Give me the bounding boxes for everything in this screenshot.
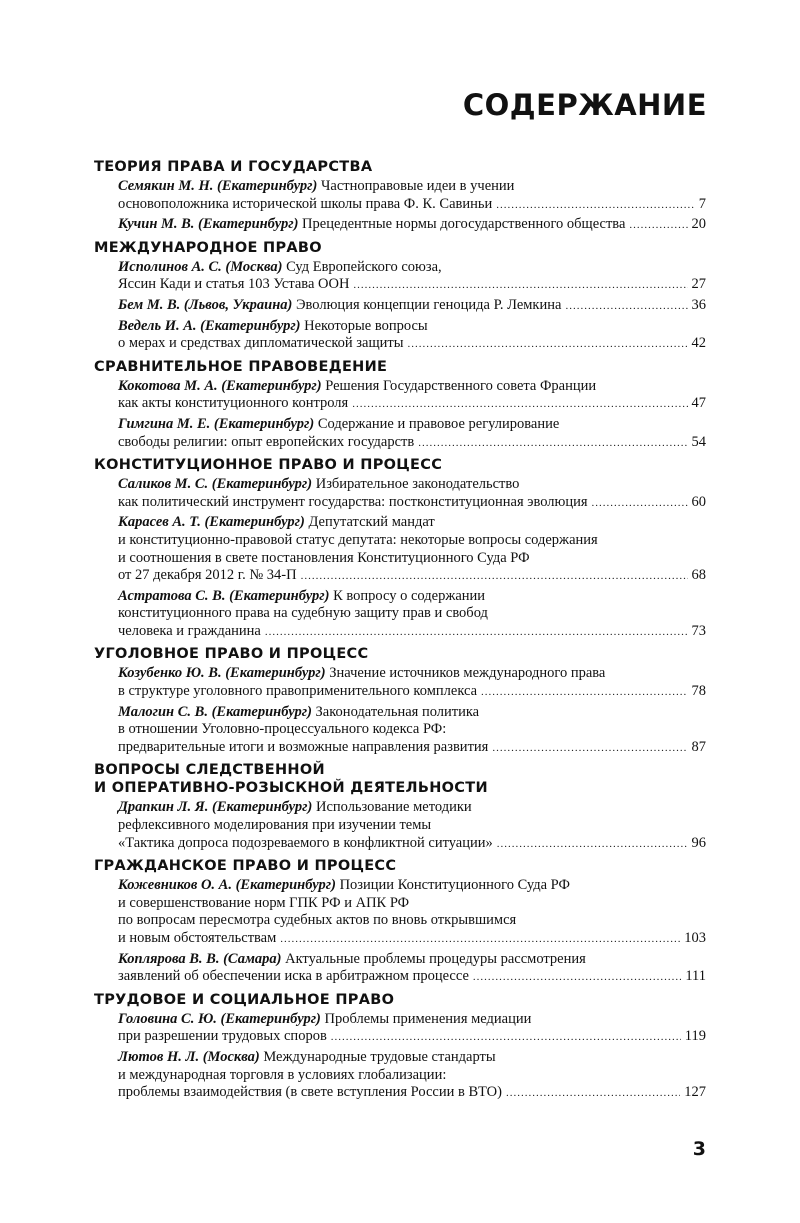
entry-title-text: Суд Европейского союза, (286, 258, 442, 275)
entry-line (118, 835, 706, 854)
entry-title-text: рефлексивного моделирования при изучении темы (118, 817, 432, 834)
section-title (94, 857, 706, 875)
entry-title-text: при разрешении трудовых споров (118, 1028, 327, 1045)
entry-author: Козубенко Ю. В. (Екатеринбург) (118, 665, 326, 682)
entry-page-number: 119 (684, 1028, 706, 1045)
entry-text-line (118, 335, 403, 353)
toc-entry[interactable] (94, 318, 706, 354)
toc-section (94, 857, 706, 987)
entry-page-number: 54 (691, 433, 706, 450)
entry-title-text: Проблемы применения медиации (324, 1010, 532, 1027)
section-title (94, 358, 706, 376)
entry-title-text: конституционного права на судебную защиту прав и свобод (118, 605, 488, 622)
entry-text-line (118, 1067, 446, 1083)
toc-entry[interactable] (94, 799, 706, 853)
entry-page-number: 42 (691, 335, 706, 352)
entry-text-line (118, 665, 605, 681)
entry-line (118, 494, 706, 513)
entry-line (118, 259, 706, 277)
toc-entry[interactable] (94, 951, 706, 987)
toc-entry[interactable] (94, 1049, 706, 1103)
entry-text-line (118, 1084, 502, 1102)
entry-text-line (118, 514, 435, 530)
entry-line (118, 721, 706, 739)
entry-author: Кучин М. В. (Екатеринбург) (118, 216, 299, 233)
entry-text-line (118, 835, 493, 853)
entry-author: Бем М. В. (Львов, Украина) (118, 296, 293, 313)
entry-line (118, 877, 706, 895)
entry-page-number: 73 (691, 622, 706, 639)
dot-leader (506, 1085, 680, 1103)
entry-line (118, 276, 706, 295)
entry-title-text: свободы религии: опыт европейских государств (118, 433, 415, 450)
entry-text-line (118, 567, 297, 585)
entry-author: Семякин М. Н. (Екатеринбург) (118, 178, 318, 194)
entry-title-text: и новым обстоятельствам (118, 930, 277, 946)
entry-text-line (118, 968, 469, 986)
entry-line (118, 476, 706, 494)
entry-title-text: Значение источников международного права (329, 665, 606, 682)
entry-page-number: 127 (684, 1084, 706, 1101)
section-title-line: КОНСТИТУЦИОННОЕ ПРАВО И ПРОЦЕСС (94, 457, 443, 474)
section-title (94, 761, 706, 797)
toc-entry[interactable] (94, 297, 706, 316)
entry-text-line (118, 877, 570, 893)
entry-author: Саликов М. С. (Екатеринбург) (118, 476, 313, 493)
entry-page-number: 36 (691, 296, 706, 313)
entry-title-text: Содержание и правовое регулирование (317, 415, 560, 432)
entry-text-line (118, 196, 492, 214)
entry-text-line (118, 494, 588, 512)
section-title (94, 991, 706, 1009)
entry-line (118, 1049, 706, 1067)
entry-title-text: Избирательное законодательство (315, 476, 520, 493)
entry-page-number: 68 (691, 567, 706, 584)
entry-line (118, 395, 706, 414)
entry-line (118, 683, 706, 702)
dot-leader (492, 740, 687, 758)
entry-page-number: 47 (691, 395, 706, 412)
dot-leader (592, 495, 688, 513)
entry-text-line (118, 721, 446, 737)
entry-text-line (118, 178, 514, 194)
entry-title-text: и соотношения в свете постановления Конституционного Суда РФ (118, 549, 530, 566)
entry-line (118, 912, 706, 930)
entry-author: Драпкин Л. Я. (Екатеринбург) (118, 799, 313, 816)
entry-text-line (118, 930, 276, 948)
entry-text-line (118, 912, 516, 928)
toc-entry[interactable] (94, 704, 706, 758)
entry-line (118, 434, 706, 453)
entry-text-line (118, 476, 519, 492)
entry-text-line (118, 895, 409, 911)
entry-text-line (118, 623, 261, 641)
entry-title-text: в структуре уголовного правоприменительного комплекса (118, 683, 478, 700)
entry-title-text: Законодательная политика (315, 703, 480, 720)
entry-text-line (118, 817, 431, 833)
section-title-line: УГОЛОВНОЕ ПРАВО И ПРОЦЕСС (94, 646, 369, 663)
entry-text-line (118, 434, 414, 452)
entry-line (118, 968, 706, 987)
entry-page-number: 111 (685, 968, 706, 985)
entry-author: Гимгина М. Е. (Екатеринбург) (118, 415, 315, 432)
entry-author: Астратова С. В. (Екатеринбург) (118, 587, 330, 604)
page-title: СОДЕРЖАНИЕ (462, 88, 707, 122)
entry-author: Головина С. Ю. (Екатеринбург) (118, 1010, 321, 1027)
entry-line (118, 1011, 706, 1029)
entry-author: Исполинов А. С. (Москва) (118, 258, 283, 275)
entry-line (118, 514, 706, 532)
entry-line (118, 930, 706, 949)
dot-leader (629, 217, 687, 235)
entry-line (118, 1084, 706, 1103)
dot-leader (353, 277, 687, 295)
entry-page-number: 78 (691, 683, 706, 700)
toc-entry[interactable] (94, 259, 706, 295)
entry-title-text: и конституционно-правовой статус депутата: некоторые вопросы содержания (118, 531, 598, 548)
section-title-line: ТЕОРИЯ ПРАВА И ГОСУДАРСТВА (94, 159, 373, 175)
entry-title-text: Эволюция концепции геноцида Р. Лемкина (295, 296, 562, 313)
entry-title-text: и международная торговля в условиях глобализации: (118, 1066, 447, 1083)
dot-leader (280, 931, 680, 949)
entry-text-line (118, 532, 598, 548)
section-title-line: ГРАЖДАНСКОЕ ПРАВО И ПРОЦЕСС (94, 858, 397, 875)
entry-title-text: о мерах и средствах дипломатической защиты (118, 335, 404, 352)
entry-line (118, 623, 706, 642)
entry-line (118, 178, 706, 196)
toc-entry[interactable] (94, 216, 706, 235)
entry-author: Кокотова М. А. (Екатеринбург) (118, 377, 322, 394)
entry-text-line (118, 739, 488, 757)
toc-section (94, 645, 706, 757)
toc-section (94, 456, 706, 641)
entry-line (118, 704, 706, 722)
entry-title-text: в отношении Уголовно-процессуального кодекса РФ: (118, 721, 447, 738)
toc-section (94, 761, 706, 853)
entry-title-text: как акты конституционного контроля (118, 395, 349, 412)
entry-text-line (118, 1049, 496, 1065)
entry-text-line (118, 550, 530, 566)
entry-text-line (118, 683, 477, 701)
section-title-line: СРАВНИТЕЛЬНОЕ ПРАВОВЕДЕНИЕ (94, 358, 388, 375)
entry-page-number: 7 (698, 195, 706, 212)
entry-text-line (118, 1011, 531, 1027)
toc-entry[interactable] (94, 178, 706, 214)
entry-title-text: Прецедентные нормы догосударственного общества (302, 216, 626, 233)
entry-title-text: заявлений об обеспечении иска в арбитражном процессе (118, 968, 469, 985)
entry-line (118, 605, 706, 623)
dot-leader (497, 836, 688, 854)
toc-section (94, 991, 706, 1103)
entry-line (118, 550, 706, 568)
entry-author: Ведель И. А. (Екатеринбург) (118, 317, 301, 334)
dot-leader (407, 336, 687, 354)
section-title-line: ВОПРОСЫ СЛЕДСТВЕННОЙ (94, 762, 325, 779)
entry-text-line (118, 416, 559, 432)
entry-title-text: от 27 декабря 2012 г. № 34-П (118, 567, 297, 584)
entry-line (118, 335, 706, 354)
entry-title-text: Частноправовые идеи в учении (320, 178, 515, 194)
section-title (94, 456, 706, 474)
entry-line (118, 216, 706, 235)
entry-line (118, 378, 706, 396)
entry-line (118, 817, 706, 835)
entry-page-number: 96 (691, 834, 706, 851)
entry-line (118, 799, 706, 817)
entry-title-text: проблемы взаимодействия (в свете вступления России в ВТО) (118, 1084, 502, 1101)
entry-text-line (118, 259, 442, 275)
dot-leader (301, 568, 688, 586)
section-title-line: И ОПЕРАТИВНО-РОЗЫСКНОЙ ДЕЯТЕЛЬНОСТИ (94, 780, 488, 797)
entry-title-text: Использование методики (315, 799, 472, 816)
entry-text-line (118, 395, 348, 413)
entry-line (118, 196, 706, 215)
section-title-line: ТРУДОВОЕ И СОЦИАЛЬНОЕ ПРАВО (94, 991, 395, 1008)
entry-page-number: 87 (691, 738, 706, 755)
entry-title-text: Актуальные проблемы процедуры рассмотрения (285, 950, 586, 967)
toc-entry[interactable] (94, 416, 706, 452)
toc-entry[interactable] (94, 476, 706, 512)
entry-line (118, 318, 706, 336)
entry-text-line (118, 799, 472, 815)
entry-title-text: как политический инструмент государства: постконституционная эволюция (118, 493, 588, 510)
dot-leader (331, 1029, 681, 1047)
toc-entry[interactable] (94, 514, 706, 585)
entry-title-text: предварительные итоги и возможные направления развития (118, 738, 489, 755)
section-title (94, 239, 706, 257)
toc-entry[interactable] (94, 665, 706, 701)
entry-title-text: Позиции Конституционного Суда РФ (339, 877, 570, 894)
entry-page-number: 20 (691, 216, 706, 233)
entry-text-line (118, 318, 428, 334)
entry-author: Лютов Н. Л. (Москва) (118, 1048, 260, 1065)
entry-line (118, 665, 706, 683)
section-title-line: МЕЖДУНАРОДНОЕ ПРАВО (94, 239, 322, 256)
section-title (94, 158, 706, 176)
toc-entry[interactable] (94, 588, 706, 642)
entry-text-line (118, 951, 586, 967)
entry-title-text: «Тактика допроса подозреваемого в конфликтной ситуации» (118, 834, 493, 851)
entry-line (118, 532, 706, 550)
entry-text-line (118, 297, 561, 315)
entry-page-number: 27 (691, 276, 706, 293)
entry-title-text: Яссин Кади и статья 103 Устава ООН (118, 276, 350, 293)
entry-line (118, 297, 706, 316)
dot-leader (265, 624, 688, 642)
entry-line (118, 588, 706, 606)
entry-text-line (118, 216, 625, 234)
dot-leader (565, 298, 687, 316)
entry-title-text: К вопросу о содержании (333, 587, 486, 604)
entry-line (118, 951, 706, 969)
entry-line (118, 895, 706, 913)
dot-leader (496, 197, 694, 215)
dot-leader (418, 435, 687, 453)
entry-line (118, 1067, 706, 1085)
entry-line (118, 1028, 706, 1047)
entry-text-line (118, 276, 349, 294)
entry-title-text: основоположника исторической школы права Ф. К. Савиньи (118, 195, 493, 212)
toc-section (94, 158, 706, 235)
entry-title-text: по вопросам пересмотра судебных актов по вновь открывшимся (118, 912, 517, 929)
dot-leader (352, 396, 687, 414)
toc-entry[interactable] (94, 378, 706, 414)
entry-line (118, 739, 706, 758)
entry-title-text: человека и гражданина (118, 622, 261, 639)
toc-section (94, 358, 706, 452)
entry-text-line (118, 588, 485, 604)
toc-section (94, 239, 706, 354)
entry-title-text: Международные трудовые стандарты (263, 1048, 496, 1065)
entry-author: Кожевников О. А. (Екатеринбург) (118, 877, 336, 894)
dot-leader (473, 969, 681, 987)
section-title (94, 645, 706, 663)
entry-page-number: 103 (684, 930, 706, 946)
entry-title-text: и совершенствование норм ГПК РФ и АПК РФ (118, 894, 410, 911)
entry-line (118, 567, 706, 586)
entry-line (118, 416, 706, 434)
entry-text-line (118, 1028, 327, 1046)
entry-author: Коплярова В. В. (Самара) (118, 950, 282, 967)
toc-entry[interactable] (94, 1011, 706, 1047)
entry-text-line (118, 378, 596, 394)
page-number: 3 (692, 1138, 706, 1160)
entry-page-number: 60 (691, 493, 706, 510)
entry-author: Малогин С. В. (Екатеринбург) (118, 703, 312, 720)
entry-title-text: Решения Государственного совета Франции (325, 377, 597, 394)
toc-entry[interactable] (94, 877, 706, 948)
entry-text-line (118, 605, 488, 621)
dot-leader (481, 684, 687, 702)
entry-title-text: Некоторые вопросы (304, 317, 428, 334)
entry-text-line (118, 704, 479, 720)
table-of-contents (94, 158, 706, 1103)
entry-title-text: Депутатский мандат (308, 514, 435, 531)
entry-author: Карасев А. Т. (Екатеринбург) (118, 514, 305, 531)
